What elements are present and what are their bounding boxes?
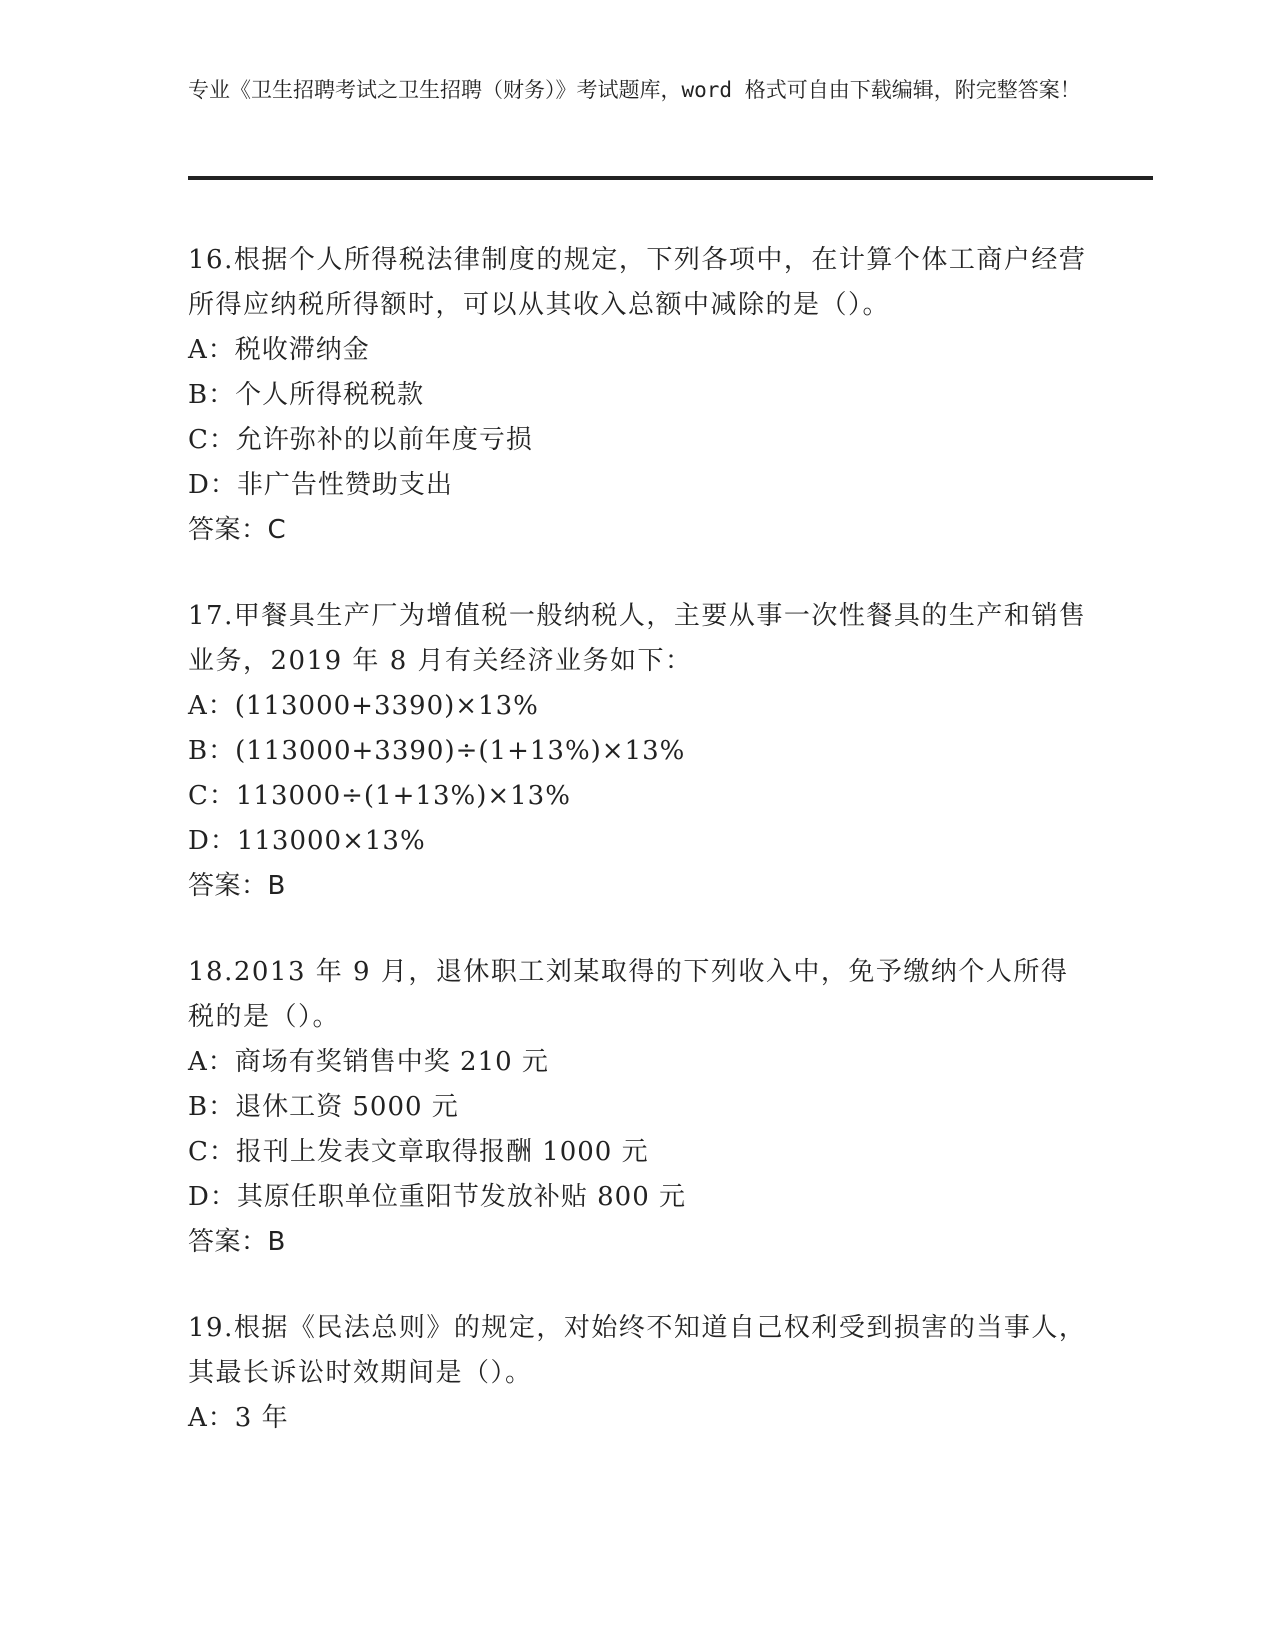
- question-16: [188, 238, 1088, 553]
- option-d: D：113000×13%: [188, 826, 426, 856]
- option-a: A：3 年: [188, 1403, 289, 1433]
- option-b: B：(113000+3390)÷(1+13%)×13%: [188, 736, 686, 766]
- question-text: 19.根据《民法总则》的规定，对始终不知道自己权利受到损害的当事人，其最长诉讼时效期间是（）。: [188, 1313, 1087, 1388]
- question-list: [188, 238, 1088, 1482]
- option-a: A：税收滞纳金: [188, 335, 370, 365]
- answer-label: 答案：B: [188, 1227, 286, 1257]
- option-c: C：报刊上发表文章取得报酬 1000 元: [188, 1137, 649, 1167]
- answer-label: 答案：C: [188, 515, 287, 545]
- option-b: B：个人所得税税款: [188, 380, 425, 410]
- header-divider: [188, 176, 1153, 180]
- option-d: D：其原任职单位重阳节发放补贴 800 元: [188, 1182, 687, 1212]
- question-19: [188, 1306, 1088, 1441]
- option-c: C：允许弥补的以前年度亏损: [188, 425, 533, 455]
- answer-label: 答案：B: [188, 871, 286, 901]
- option-a: A：商场有奖销售中奖 210 元: [188, 1047, 549, 1077]
- document-header: 专业《卫生招聘考试之卫生招聘（财务）》考试题库，word 格式可自由下载编辑，附完整答案！: [188, 78, 1081, 102]
- option-b: B：退休工资 5000 元: [188, 1092, 459, 1122]
- question-18: [188, 950, 1088, 1265]
- question-text: 16.根据个人所得税法律制度的规定，下列各项中，在计算个体工商户经营所得应纳税所得额时，可以从其收入总额中减除的是（）。: [188, 245, 1087, 320]
- question-text: 17.甲餐具生产厂为增值税一般纳税人，主要从事一次性餐具的生产和销售业务，2019 年 8 月有关经济业务如下：: [188, 601, 1087, 676]
- option-a: A：(113000+3390)×13%: [188, 691, 539, 721]
- question-17: [188, 594, 1088, 909]
- option-d: D：非广告性赞助支出: [188, 470, 453, 500]
- option-c: C：113000÷(1+13%)×13%: [188, 781, 571, 811]
- question-text: 18.2013 年 9 月，退休职工刘某取得的下列收入中，免予缴纳个人所得税的是（）。: [188, 957, 1069, 1032]
